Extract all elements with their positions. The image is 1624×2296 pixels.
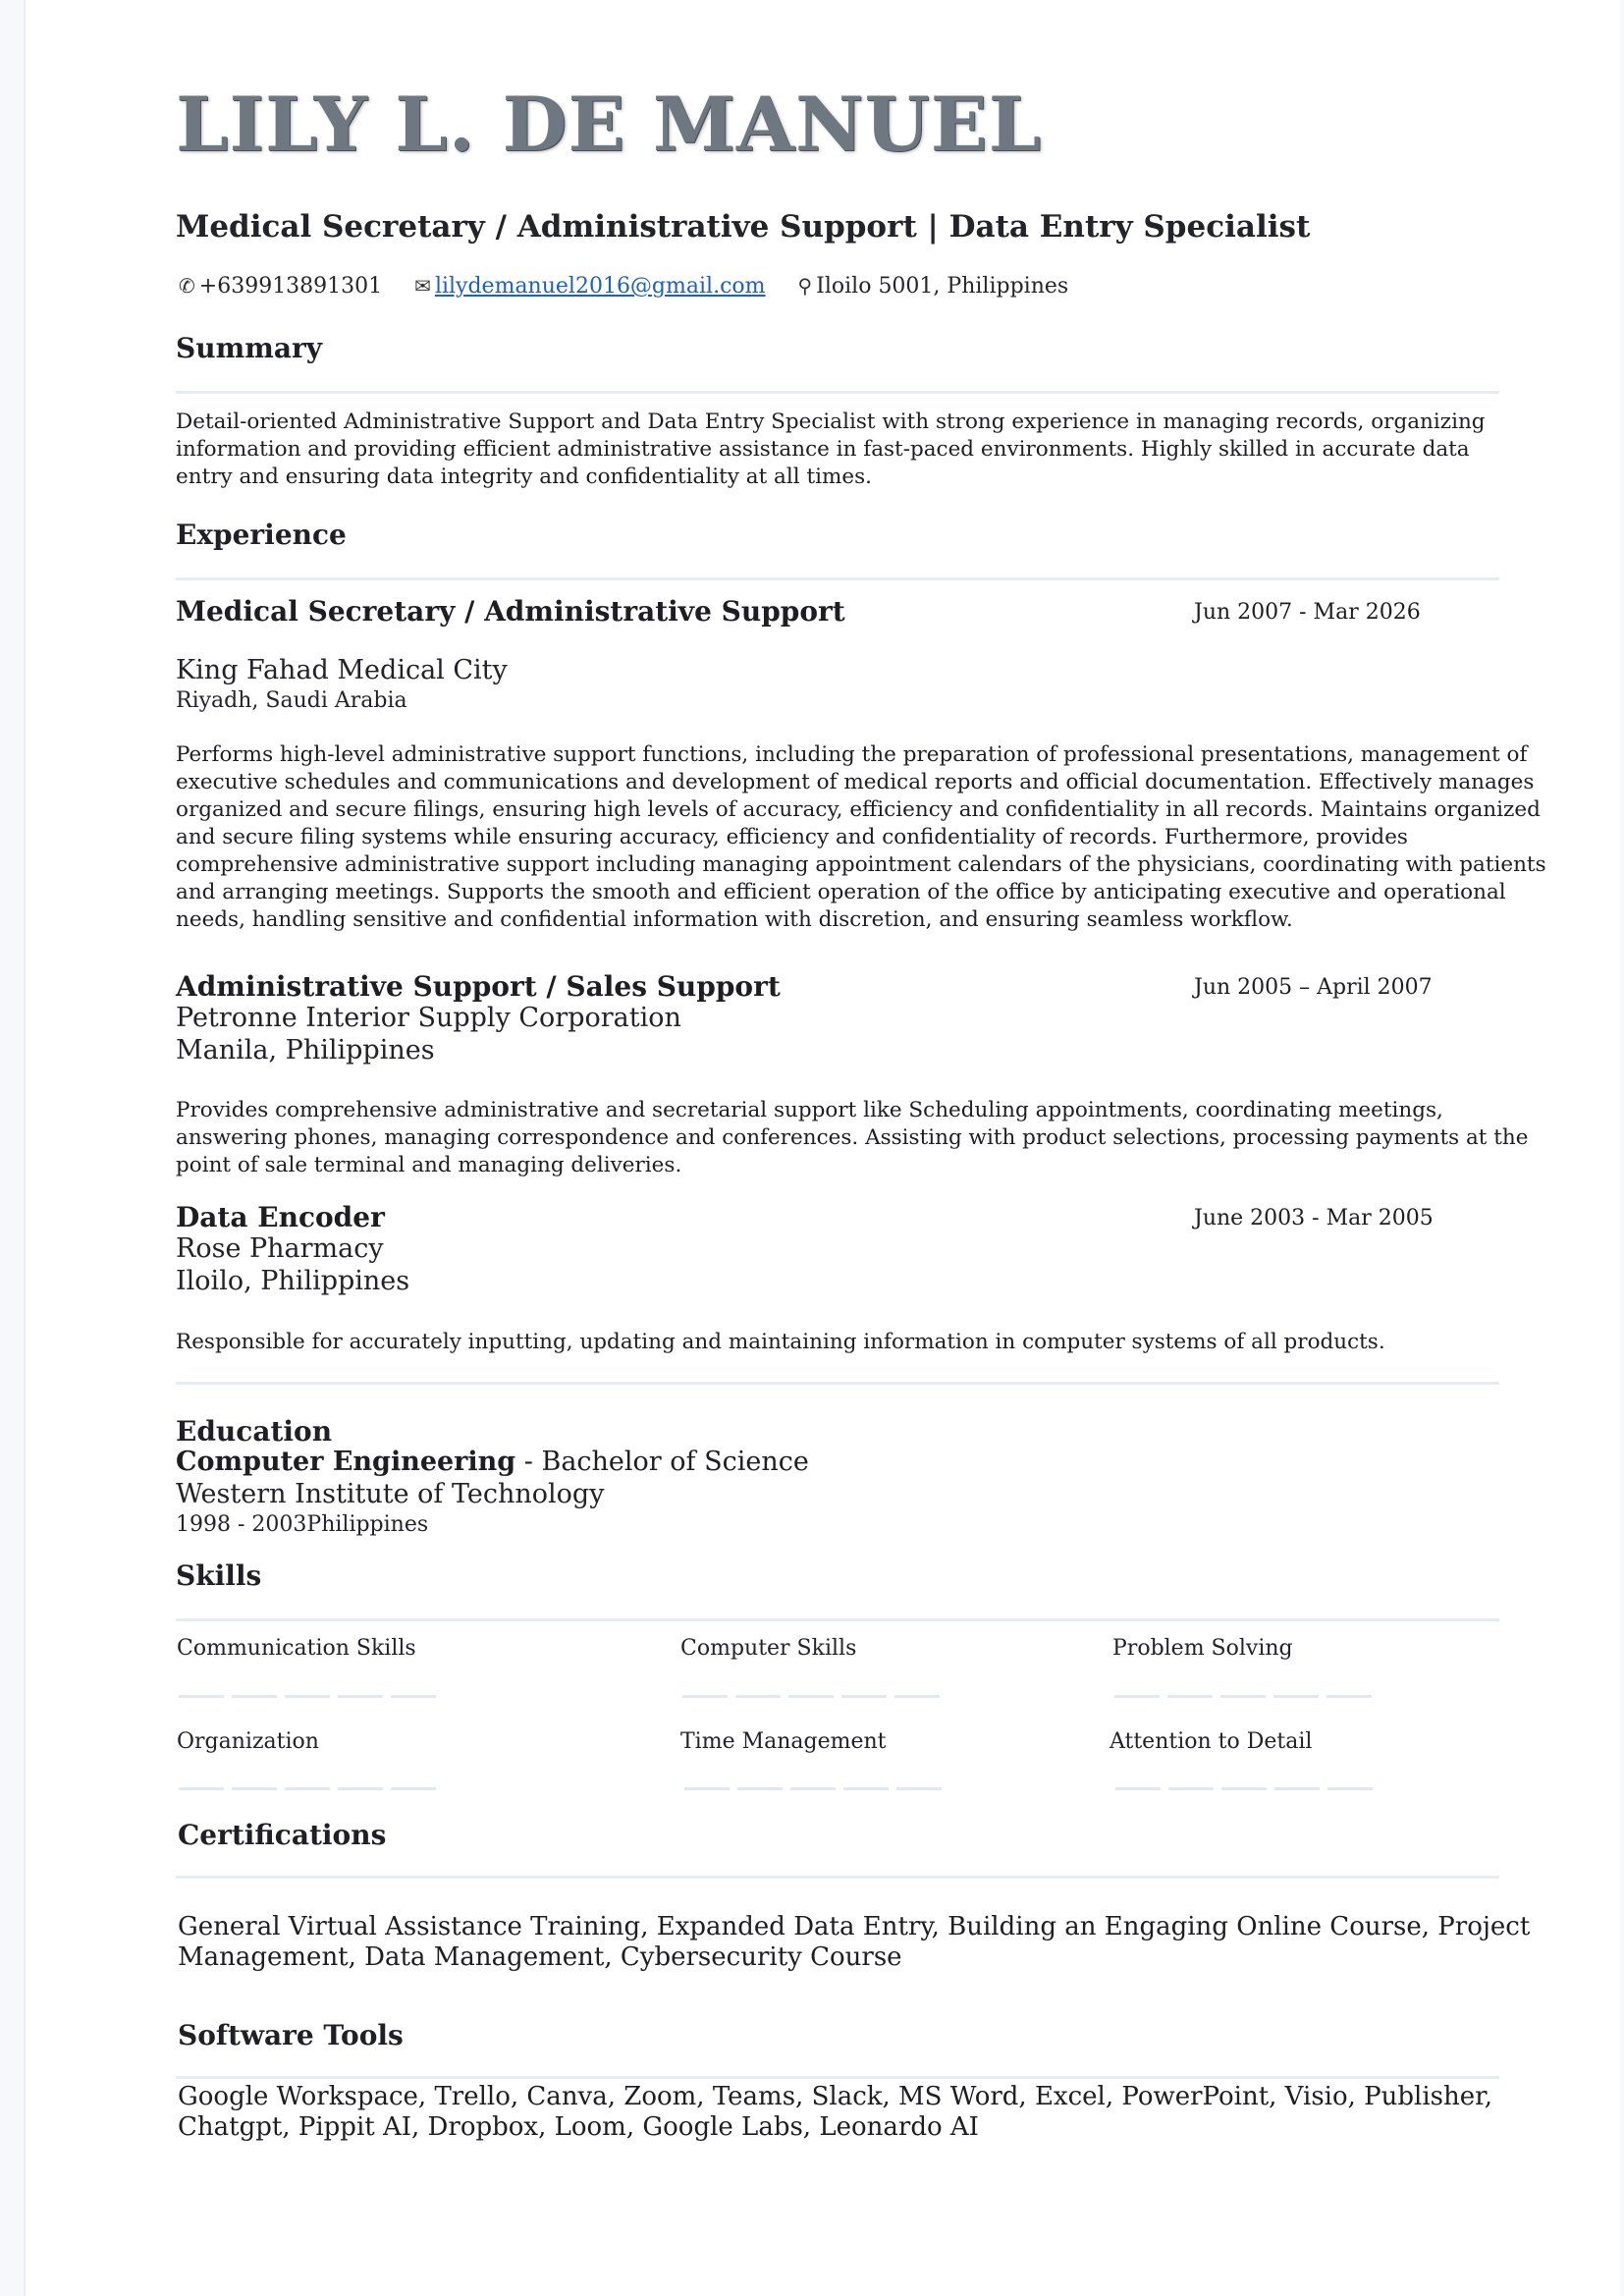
contact-location [798, 274, 1069, 299]
job-dates: June 2003 - Mar 2005 [1194, 1206, 1434, 1230]
certifications-text: General Virtual Assistance Training, Expanded Data Entry, Building an Engaging Online Course, Project Management, Data Management, Cybersecurity Course [178, 1912, 1531, 1972]
phone-text: +639913891301 [198, 274, 383, 299]
resume-page [24, 0, 1620, 2296]
experience-end-rule [176, 1382, 1499, 1385]
headline: Medical Secretary / Administrative Support | Data Entry Specialist [176, 209, 1311, 245]
candidate-name: LILY L. DE MANUEL [176, 81, 1043, 168]
job-description: Responsible for accurately inputting, updating and maintaining information in computer systems of all products. [176, 1330, 1385, 1354]
experience-heading: Experience [176, 519, 347, 551]
job-location: Manila, Philippines [176, 1035, 435, 1066]
summary-heading: Summary [176, 332, 322, 364]
skill-rating-bar [1114, 1695, 1372, 1698]
software-rule [176, 2076, 1499, 2079]
skill-rating-bar [179, 1787, 436, 1790]
location-text: Iloilo 5001, Philippines [816, 274, 1069, 299]
skills-heading: Skills [176, 1559, 262, 1592]
skill-rating-bar [684, 1787, 942, 1790]
education-degree [176, 1447, 809, 1477]
job-company: Rose Pharmacy [176, 1233, 384, 1264]
job-location: Riyadh, Saudi Arabia [176, 688, 407, 713]
education-years: 1998 - 2003Philippines [176, 1512, 429, 1537]
contact-phone [179, 274, 382, 299]
job-title: Medical Secretary / Administrative Support [176, 595, 845, 628]
degree-field: Computer Engineering [176, 1447, 516, 1477]
job-title: Data Encoder [176, 1201, 385, 1233]
email-link[interactable]: lilydemanuel2016@gmail.com [434, 274, 766, 299]
location-pin-icon: ⚲ [797, 274, 813, 298]
degree-type: - Bachelor of Science [515, 1447, 809, 1477]
summary-text: Detail-oriented Administrative Support and Data Entry Specialist with strong experience in managing records, organizing information and providing efficient administrative assistance in fast-paced environments. Highly skilled in accurate data entry and ensuring data integrity and confidentiality at all times. [176, 410, 1486, 489]
experience-rule [176, 577, 1499, 580]
job-company: King Fahad Medical City [176, 655, 508, 685]
skill-item: Attention to Detail [1110, 1729, 1313, 1754]
phone-icon: ✆ [179, 274, 195, 298]
education-school: Western Institute of Technology [176, 1479, 605, 1509]
job-dates: Jun 2007 - Mar 2026 [1194, 600, 1421, 625]
job-description: Provides comprehensive administrative and secretarial support like Scheduling appointments, coordinating meetings, answering phones, managing correspondence and conferences. Assisting with product selections, processing payments at the point of sale terminal and managing deliveries. [176, 1098, 1529, 1177]
contact-email[interactable] [414, 274, 765, 299]
job-dates: Jun 2005 – April 2007 [1194, 975, 1433, 1000]
skill-item: Computer Skills [680, 1636, 857, 1661]
certifications-heading: Certifications [178, 1819, 387, 1851]
education-heading: Education [176, 1415, 333, 1448]
envelope-icon: ✉ [414, 274, 431, 298]
skill-item: Communication Skills [177, 1636, 416, 1661]
job-title: Administrative Support / Sales Support [176, 970, 781, 1003]
certifications-rule [176, 1876, 1499, 1879]
job-location: Iloilo, Philippines [176, 1266, 410, 1296]
software-text: Google Workspace, Trello, Canva, Zoom, Teams, Slack, MS Word, Excel, PowerPoint, Visio, Publisher, Chatgpt, Pippit AI, Dropbox, Loom, Google Labs, Leonardo AI [178, 2082, 1492, 2142]
skills-rule [176, 1618, 1499, 1621]
skill-item: Organization [177, 1729, 319, 1754]
job-description: Performs high-level administrative support functions, including the preparation of professional presentations, management of executive schedules and communications and development of medical reports and official documentation. Effectively manages organized and secure filings, ensuring high levels of accuracy, efficiency and confidentiality in all records. Maintains organized and secure filing systems while ensuring accuracy, efficiency and confidentiality of records. Furthermore, provides comprehensive administrative support including managing appointment calendars of the physicians, coordinating with patients and arranging meetings. Supports the smooth and efficient operation of the office by anticipating executive and operational needs, handling sensitive and confidential information with discretion, and ensuring seamless workflow. [176, 742, 1546, 932]
skill-rating-bar [682, 1695, 940, 1698]
job-company: Petronne Interior Supply Corporation [176, 1003, 681, 1033]
summary-rule [176, 391, 1499, 394]
skill-item: Problem Solving [1112, 1636, 1293, 1661]
skill-rating-bar [1115, 1787, 1373, 1790]
contact-line [179, 274, 1094, 299]
skill-rating-bar [179, 1695, 436, 1698]
software-heading: Software Tools [178, 2019, 404, 2051]
skill-item: Time Management [680, 1729, 887, 1754]
